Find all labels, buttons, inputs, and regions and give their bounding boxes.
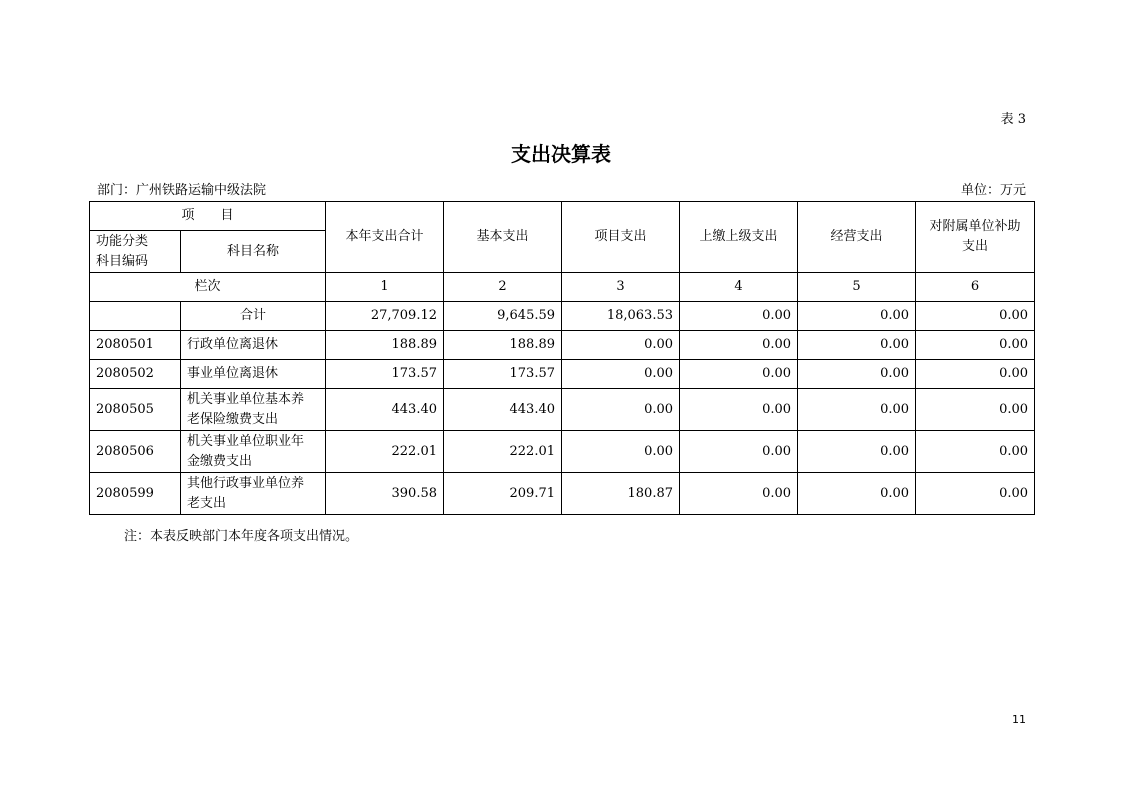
total-value: 0.00	[798, 302, 916, 331]
row-value: 188.89	[326, 331, 444, 360]
row-value: 443.40	[326, 389, 444, 431]
header-col-6: 对附属单位补助 支出	[916, 202, 1035, 273]
row-code: 2080599	[90, 473, 181, 515]
row-value: 0.00	[562, 431, 680, 473]
row-name: 机关事业单位职业年 金缴费支出	[181, 431, 326, 473]
header-col-3: 项目支出	[562, 202, 680, 273]
header-col-5: 经营支出	[798, 202, 916, 273]
row-value: 173.57	[444, 360, 562, 389]
total-value: 0.00	[680, 302, 798, 331]
row-value: 0.00	[680, 431, 798, 473]
col-num-1: 1	[326, 273, 444, 302]
header-col-2: 基本支出	[444, 202, 562, 273]
row-name: 事业单位离退休	[181, 360, 326, 389]
row-value: 0.00	[562, 389, 680, 431]
row-value: 0.00	[680, 331, 798, 360]
col-num-2: 2	[444, 273, 562, 302]
header-subject-name: 科目名称	[181, 231, 326, 273]
total-value: 27,709.12	[326, 302, 444, 331]
row-code: 2080506	[90, 431, 181, 473]
page-number: 11	[1012, 713, 1026, 726]
expenditure-table	[89, 201, 1035, 515]
col-num-5: 5	[798, 273, 916, 302]
row-name: 其他行政事业单位养 老支出	[181, 473, 326, 515]
unit-label: 单位：万元	[960, 183, 1026, 198]
row-code: 2080501	[90, 331, 181, 360]
row-code: 2080502	[90, 360, 181, 389]
total-label: 合计	[181, 302, 326, 331]
row-value: 180.87	[562, 473, 680, 515]
row-value: 173.57	[326, 360, 444, 389]
row-value: 188.89	[444, 331, 562, 360]
row-code: 2080505	[90, 389, 181, 431]
row-value: 443.40	[444, 389, 562, 431]
row-value: 0.00	[680, 473, 798, 515]
header-item: 项 目	[90, 202, 326, 231]
table-row	[90, 431, 1035, 473]
row-value: 0.00	[798, 360, 916, 389]
col-num-4: 4	[680, 273, 798, 302]
row-value: 0.00	[562, 360, 680, 389]
row-value: 390.58	[326, 473, 444, 515]
table-row	[90, 360, 1035, 389]
row-value: 0.00	[680, 389, 798, 431]
row-value: 0.00	[916, 360, 1035, 389]
page-title: 支出决算表	[511, 142, 611, 166]
table-note: 注：本表反映部门本年度各项支出情况。	[124, 529, 359, 544]
row-value: 0.00	[562, 331, 680, 360]
row-name: 行政单位离退休	[181, 331, 326, 360]
header-col-1: 本年支出合计	[326, 202, 444, 273]
row-value: 0.00	[916, 331, 1035, 360]
header-col-4: 上缴上级支出	[680, 202, 798, 273]
table-row	[90, 389, 1035, 431]
col-num-3: 3	[562, 273, 680, 302]
col-num-6: 6	[916, 273, 1035, 302]
header-func-code: 功能分类 科目编码	[90, 231, 181, 273]
row-value: 209.71	[444, 473, 562, 515]
total-value: 18,063.53	[562, 302, 680, 331]
row-value: 222.01	[326, 431, 444, 473]
total-value: 0.00	[916, 302, 1035, 331]
total-row	[90, 302, 1035, 331]
row-value: 0.00	[680, 360, 798, 389]
row-label: 栏次	[90, 273, 326, 302]
row-name: 机关事业单位基本养 老保险缴费支出	[181, 389, 326, 431]
table-row	[90, 331, 1035, 360]
row-value: 0.00	[798, 389, 916, 431]
row-value: 0.00	[798, 431, 916, 473]
department-label: 部门：广州铁路运输中级法院	[97, 183, 267, 198]
row-value: 0.00	[798, 331, 916, 360]
table-row	[90, 473, 1035, 515]
row-value: 0.00	[916, 431, 1035, 473]
row-value: 222.01	[444, 431, 562, 473]
row-value: 0.00	[916, 389, 1035, 431]
row-value: 0.00	[916, 473, 1035, 515]
total-value: 9,645.59	[444, 302, 562, 331]
table-number: 表 3	[1000, 112, 1026, 127]
row-value: 0.00	[798, 473, 916, 515]
